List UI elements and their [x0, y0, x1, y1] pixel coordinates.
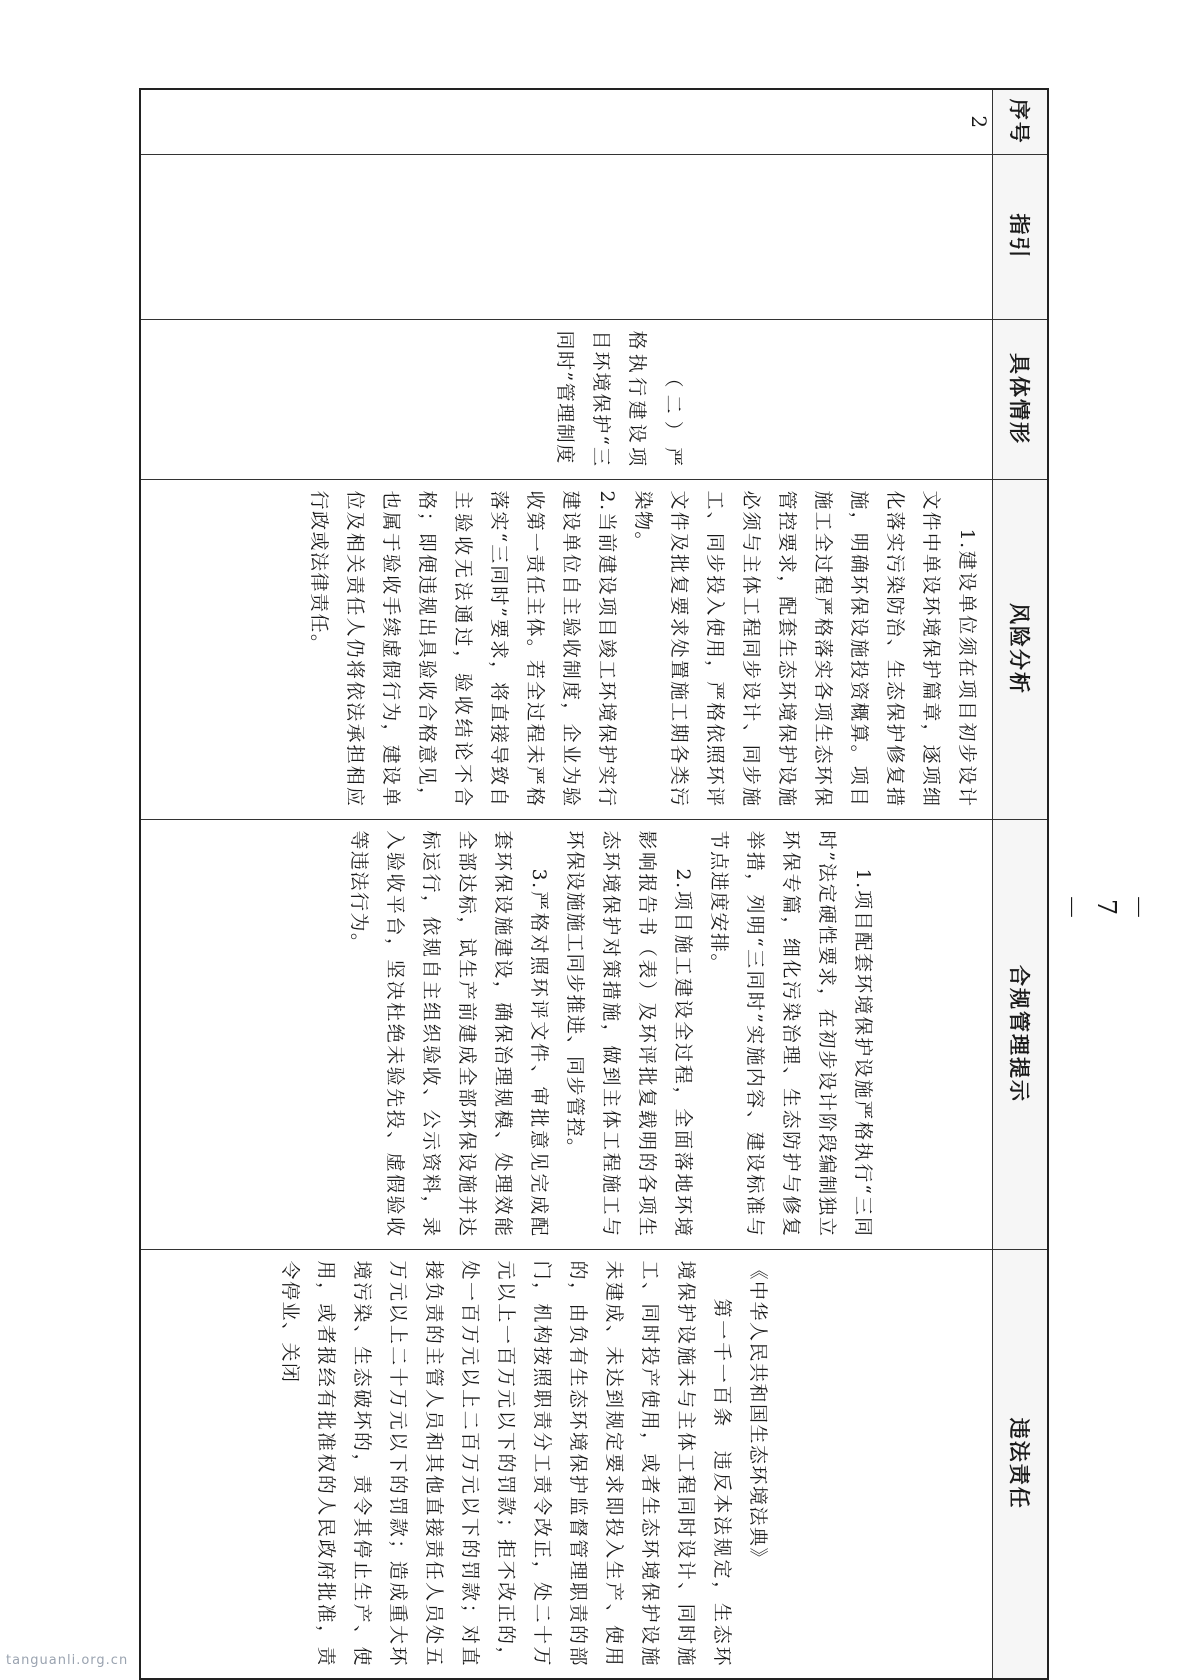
- cell-liability: [140, 1249, 993, 1679]
- risk-paragraph-2: 2.当前建设项目竣工环境保护实行建设单位自主验收制度，企业为验收第一责任主体。若全过程未严格落实“三同时”要求，将直接导致自主验收无法通过，验收结论不合格；即便违规出具验收合格意见，也属于验收手续虚假行为，建设单位及相关责任人仍将依法承担相应行政或法律责任。: [308, 490, 618, 808]
- cell-tip: [140, 819, 993, 1249]
- tip-paragraph-1: 1.项目配套环境保护设施严格执行“三同时”法定硬性要求，在初步设计阶段编制独立环保专篇，细化污染治理、生态防护与修复举措，列明“三同时”实施内容、建设标准与节点进度安排。: [708, 830, 874, 1238]
- tip-paragraph-3: 3.严格对照环评文件、审批意见完成配套环保设施建设，确保治理规模、处理效能全部达标，试生产前建成全部环保设施并达标运行，依规自主组织验收、公示资料，录入验收平台，坚决杜绝未验先投、虚假验收等违法行为。: [348, 830, 550, 1238]
- tip-paragraph-2: 2.项目施工建设全过程，全面落地环境影响报告书（表）及环评批复载明的各项生态环境保护对策措施，做到主体工程施工与环保设施施工同步推进、同步管控。: [564, 830, 694, 1238]
- cell-situation: [140, 319, 993, 479]
- cell-seq: 2: [140, 89, 993, 154]
- header-situation: 具体情形: [993, 319, 1049, 479]
- header-liability: 违法责任: [993, 1249, 1049, 1679]
- law-article: 第一千一百条 违反本法规定，生态环境保护设施未与主体工程同时设计、同时施工、同时投产使用，或者生态环境保护设施未建成、未达到规定要求即投入生产、使用的，由负有生态环境保护监督管理职责的部门，机构按照职责分工责令改正，处二十万元以上一百万元以下的罚款；拒不改正的，处一百万元以上二百万元以下的罚款；对直接负责的主管人员和其他直接责任人员处五万元以上二十万元以下的罚款；造成重大环境污染、生态破坏的，责令其停止生产、使用，或者报经有批准权的人民政府批准，责令停业、关闭: [279, 1260, 733, 1667]
- cell-risk: [140, 479, 993, 819]
- situation-text: （二）严格执行建设项目环境保护“三同时”管理制度: [554, 330, 684, 468]
- header-guide: 指引: [993, 154, 1049, 319]
- page-number: － 7 －: [1055, 893, 1152, 926]
- header-risk: 风险分析: [993, 479, 1049, 819]
- table-header-row: [993, 89, 1049, 1679]
- law-title: 《中华人民共和国生态环境法典》: [747, 1260, 769, 1569]
- cell-guide: [140, 154, 993, 319]
- risk-paragraph-1: 1.建设单位须在项目初步设计文件中单设环境保护篇章，逐项细化落实污染防治、生态保护修复措施，明确环保设施投资概算。项目施工全过程严格落实各项生态环保管控要求，配套生态环境保护设施必须与主体工程同步设计、同步施工、同步投入使用，严格依照环评文件及批复要求处置施工期各类污染物。: [632, 490, 978, 808]
- source-watermark: tanguanli.org.cn: [6, 1653, 129, 1668]
- compliance-table: [139, 88, 1049, 1680]
- table-row: [140, 89, 993, 1679]
- rotated-table-wrapper: [139, 88, 1049, 1678]
- header-seq: 序号: [993, 89, 1049, 154]
- header-tip: 合规管理提示: [993, 819, 1049, 1249]
